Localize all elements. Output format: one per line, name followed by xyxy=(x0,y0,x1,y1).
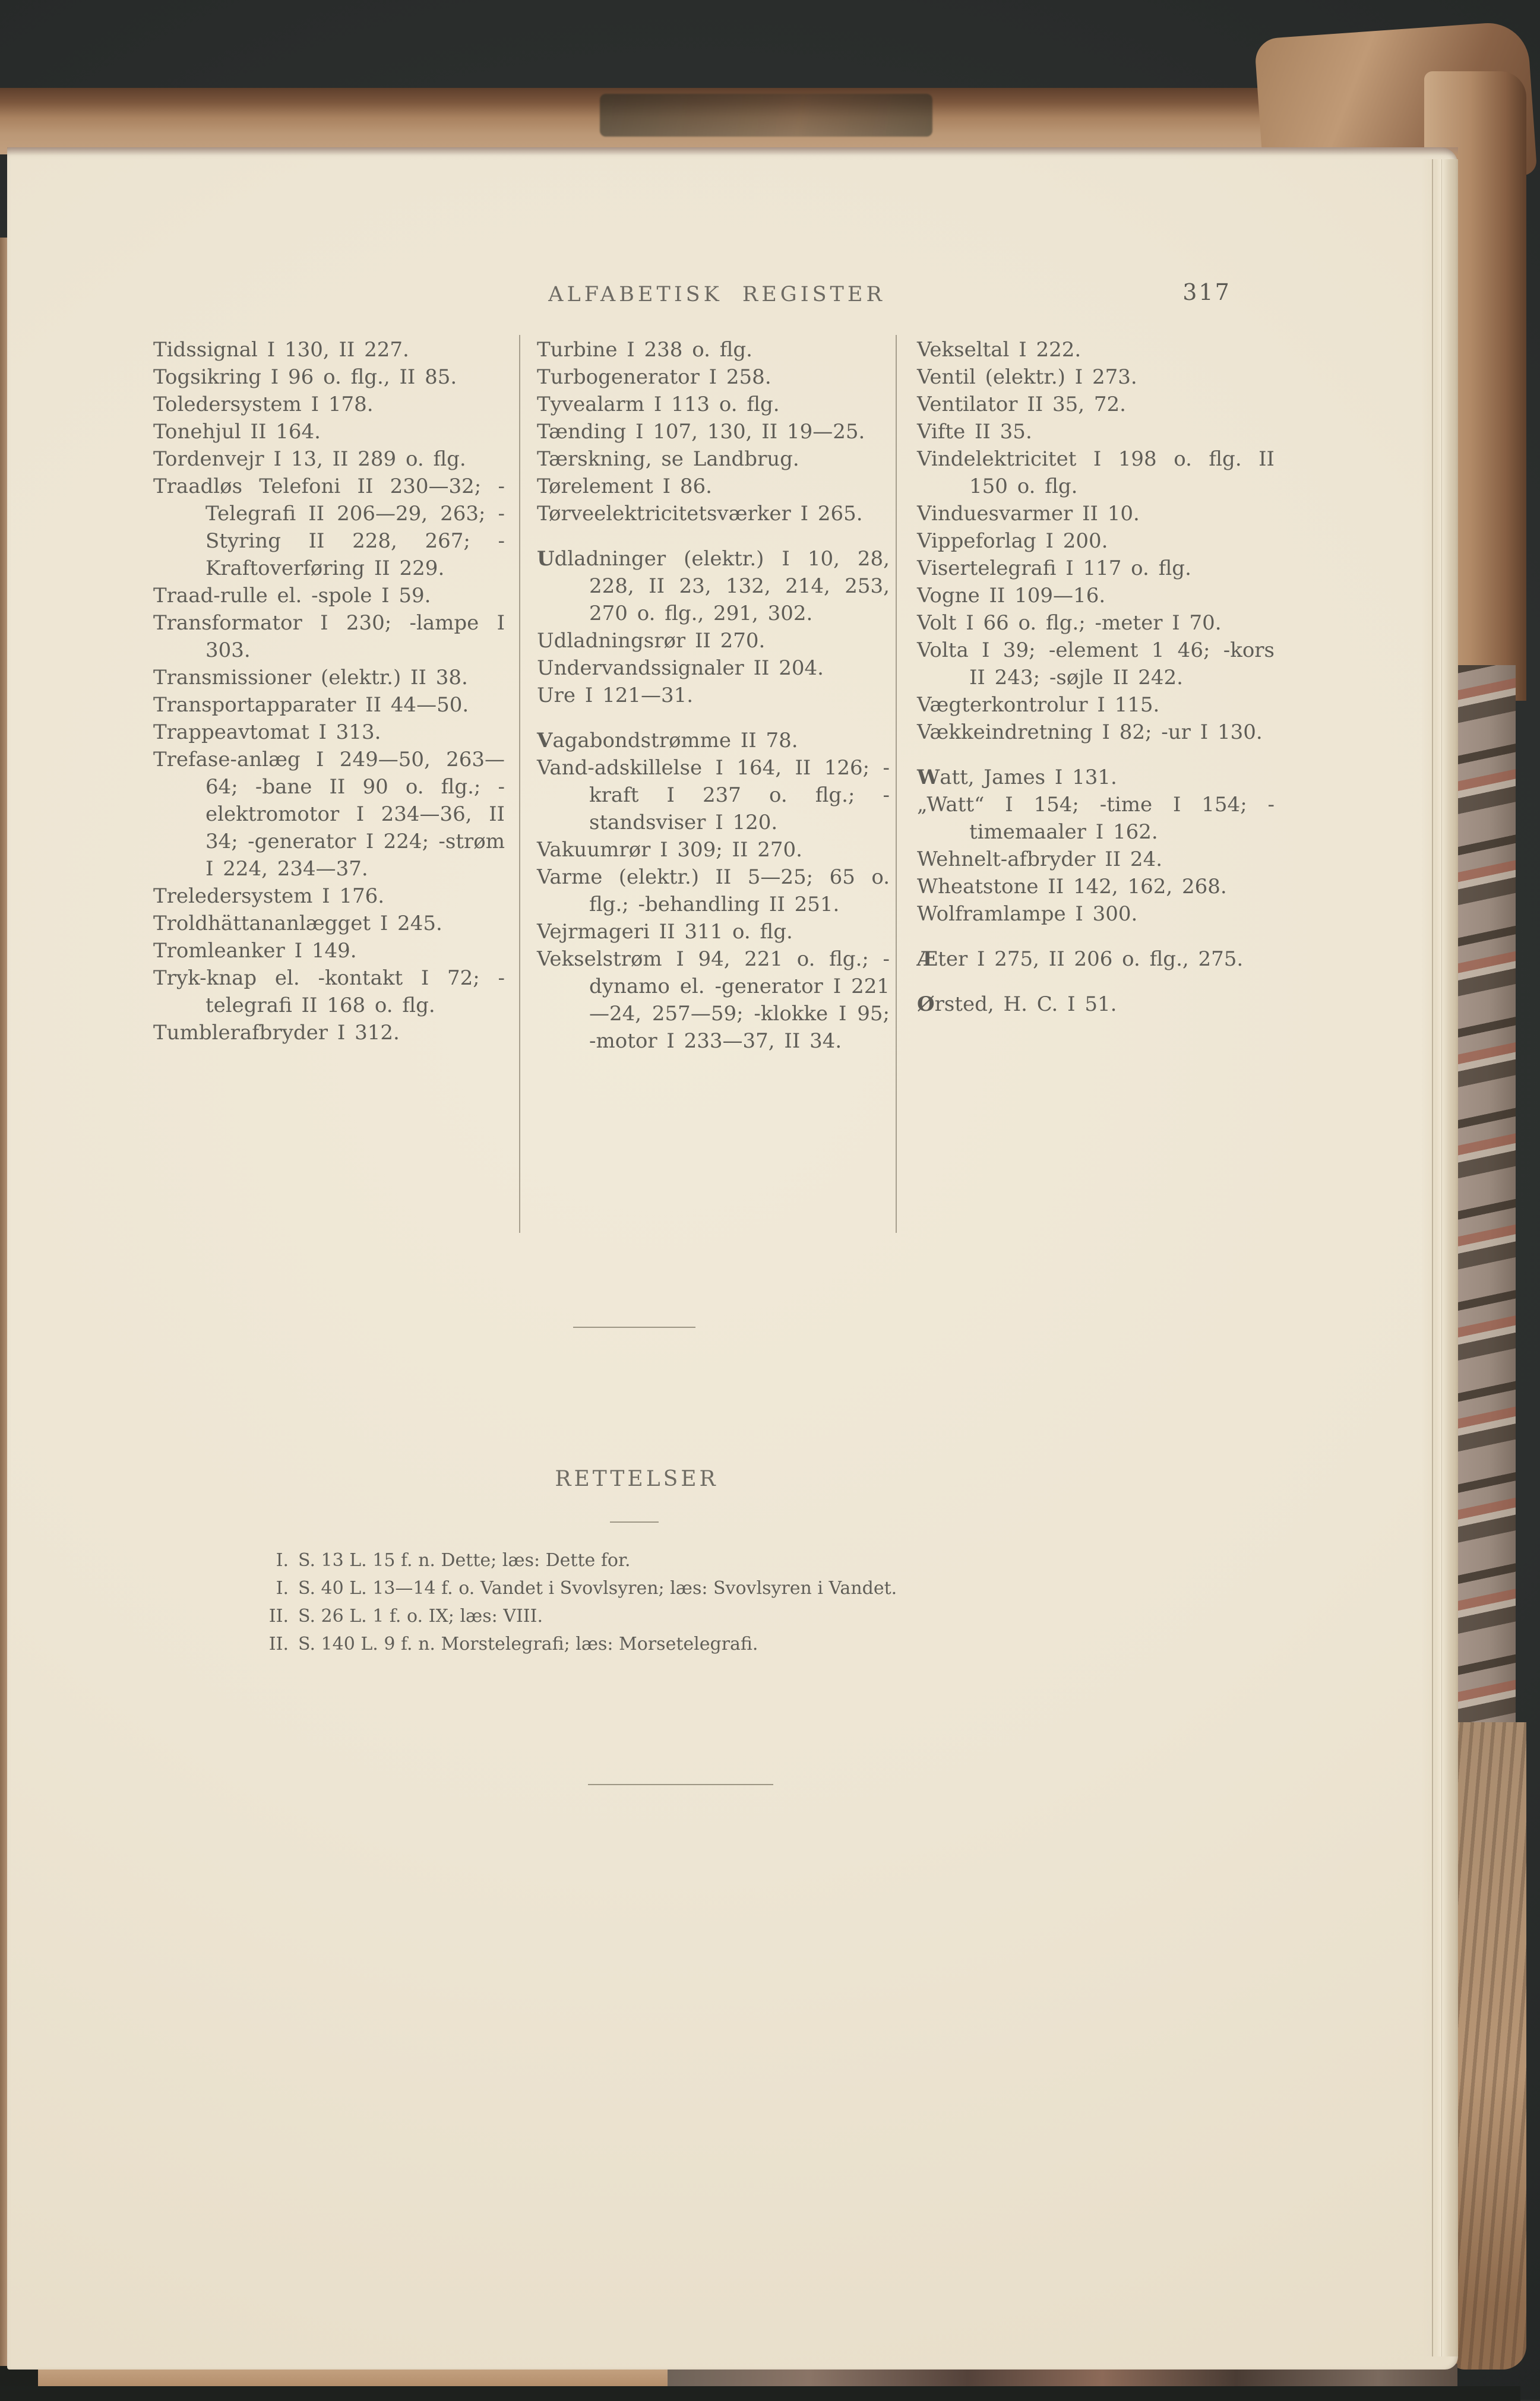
index-entry: Ørsted, H. C. I 51. xyxy=(917,992,1117,1016)
correction-text: S. 40 L. 13—14 f. o. Vandet i Svovlsyren; læs: Svovlsyren i Vandet. xyxy=(298,1578,897,1599)
index-entry: Tørelement I 86. xyxy=(537,474,712,498)
index-entry: Æter I 275, II 206 o. flg., 275. xyxy=(917,947,1244,971)
index-entry: Transmissioner (elektr.) II 38. xyxy=(153,666,468,689)
index-entry: Tromleanker I 149. xyxy=(153,939,357,963)
index-entry: Vekselstrøm I 94, 221 o. flg.; -dynamo el. -generator I 221—24, 257—59; -klokke I 95; -motor I 233—37, II 34. xyxy=(537,947,890,1053)
page-fore-edge xyxy=(1421,159,1458,2356)
index-entry: Watt, James I 131. xyxy=(917,765,1117,789)
index-entry: Tænding I 107, 130, II 19—25. xyxy=(537,420,865,444)
running-head-title: ALFABETISK REGISTER xyxy=(548,283,886,306)
index-entry: Togsikring I 96 o. flg., II 85. xyxy=(153,365,457,389)
index-entry: Treledersystem I 176. xyxy=(153,884,385,908)
index-entry: Vakuumrør I 309; II 270. xyxy=(537,838,802,862)
page-top-edge xyxy=(7,147,1458,156)
column-divider xyxy=(519,335,520,1233)
index-entry: Udladninger (elektr.) I 10, 28, 228, II 23, 132, 214, 253, 270 o. flg., 291, 302. xyxy=(537,547,890,625)
index-entry: Volt I 66 o. flg.; -meter I 70. xyxy=(917,611,1222,635)
index-entry: Vogne II 109—16. xyxy=(917,584,1106,608)
rettelser-heading: RETTELSER xyxy=(555,1467,719,1491)
correction-text: S. 140 L. 9 f. n. Morstelegrafi; læs: Morsetelegrafi. xyxy=(298,1634,758,1655)
index-entry: Vifte II 35. xyxy=(917,420,1032,444)
index-column-3 xyxy=(917,336,1275,1018)
corrections-end-rule xyxy=(588,1784,773,1785)
index-entry: Tørveelektricitetsværker I 265. xyxy=(537,502,863,526)
correction-volume-numeral: II. xyxy=(268,1634,289,1655)
correction-text: S. 26 L. 1 f. o. IX; læs: VIII. xyxy=(298,1606,543,1627)
section-lead-letter: Æ xyxy=(917,947,938,971)
correction-row xyxy=(203,1630,1248,1658)
section-lead-letter: Ø xyxy=(917,992,935,1016)
section-lead-letter: V xyxy=(537,729,553,752)
index-entry: Turbogenerator I 258. xyxy=(537,365,771,389)
index-entry: Trefase-anlæg I 249—50, 263—64; -bane II 90 o. flg.; -elektromotor I 234—36, II 34; -generator I 224; -strøm I 224, 234—37. xyxy=(153,748,505,881)
book-cover-right-lower xyxy=(1449,1722,1526,2370)
index-entry: Tumblerafbryder I 312. xyxy=(153,1021,400,1045)
correction-volume-numeral: II. xyxy=(268,1606,289,1627)
index-entry: Troldhättananlægget I 245. xyxy=(153,912,442,935)
index-entry: Transportapparater II 44—50. xyxy=(153,693,469,717)
index-entry: Ure I 121—31. xyxy=(537,684,694,707)
index-entry: Varme (elektr.) II 5—25; 65 o. flg.; -behandling II 251. xyxy=(537,865,890,916)
marbled-paper-strip xyxy=(1456,665,1516,1746)
index-entry: Vægterkontrolur I 115. xyxy=(917,693,1160,717)
section-end-rule xyxy=(573,1327,695,1328)
correction-volume-numeral: I. xyxy=(276,1550,289,1571)
section-lead-letter: U xyxy=(537,547,555,571)
index-entry: Volta I 39; -element 1 46; -kors II 243; -søjle II 242. xyxy=(917,638,1275,689)
corrections-list xyxy=(203,1546,1248,1658)
index-entry: Wheatstone II 142, 162, 268. xyxy=(917,875,1227,899)
index-entry: Vækkeindretning I 82; -ur I 130. xyxy=(917,720,1263,744)
index-entry: Ventilator II 35, 72. xyxy=(917,393,1126,416)
index-entry: Vindelektricitet I 198 o. flg. II 150 o. flg. xyxy=(917,447,1275,498)
index-entry: Transformator I 230; -lampe I 303. xyxy=(153,611,505,662)
index-entry: Vejrmageri II 311 o. flg. xyxy=(537,920,793,944)
index-entry: „Watt“ I 154; -time I 154; -timemaaler I 162. xyxy=(917,793,1275,844)
index-entry: Tordenvejr I 13, II 289 o. flg. xyxy=(153,447,466,471)
index-entry: Undervandssignaler II 204. xyxy=(537,656,824,680)
book-cover-top-wear xyxy=(600,94,932,137)
index-column-2 xyxy=(537,336,890,1055)
index-entry: Ventil (elektr.) I 273. xyxy=(917,365,1137,389)
index-entry: Tryk-knap el. -kontakt I 72; -telegrafi II 168 o. flg. xyxy=(153,966,505,1017)
index-entry: Wolframlampe I 300. xyxy=(917,902,1138,926)
heading-rule xyxy=(610,1521,659,1523)
book-page xyxy=(7,147,1458,2370)
correction-row xyxy=(203,1602,1248,1630)
index-entry: Udladningsrør II 270. xyxy=(537,629,766,653)
correction-volume-numeral: I. xyxy=(276,1578,289,1599)
section-lead-letter: W xyxy=(917,765,940,789)
index-entry: Trappeavtomat I 313. xyxy=(153,720,381,744)
index-entry: Traad-rulle el. -spole I 59. xyxy=(153,584,431,608)
page-number: 317 xyxy=(1182,279,1231,305)
index-entry: Tærskning, se Landbrug. xyxy=(537,447,799,471)
index-entry: Traadløs Telefoni II 230—32; -Telegrafi II 206—29, 263; -Styring II 228, 267; -Kraftoverføring II 229. xyxy=(153,474,505,580)
correction-row xyxy=(203,1574,1248,1602)
bottom-edge-dark-band xyxy=(0,2386,1520,2401)
correction-text: S. 13 L. 15 f. n. Dette; læs: Dette for. xyxy=(298,1550,631,1571)
index-entry: Wehnelt-afbryder II 24. xyxy=(917,847,1163,871)
correction-row xyxy=(203,1546,1248,1574)
index-entry: Tidssignal I 130, II 227. xyxy=(153,338,409,362)
index-entry: Visertelegrafi I 117 o. flg. xyxy=(917,556,1191,580)
index-column-1 xyxy=(153,336,505,1046)
index-entry: Vekseltal I 222. xyxy=(917,338,1082,362)
index-entry: Tonehjul II 164. xyxy=(153,420,321,444)
index-entry: Vand-adskillelse I 164, II 126; -kraft I 237 o. flg.; -standsviser I 120. xyxy=(537,756,890,834)
index-entry: Toledersystem I 178. xyxy=(153,393,374,416)
index-entry: Tyvealarm I 113 o. flg. xyxy=(537,393,780,416)
column-divider xyxy=(896,335,897,1233)
index-entry: Turbine I 238 o. flg. xyxy=(537,338,752,362)
index-entry: Vinduesvarmer II 10. xyxy=(917,502,1140,526)
index-entry: Vagabondstrømme II 78. xyxy=(537,729,798,752)
index-entry: Vippeforlag I 200. xyxy=(917,529,1108,553)
